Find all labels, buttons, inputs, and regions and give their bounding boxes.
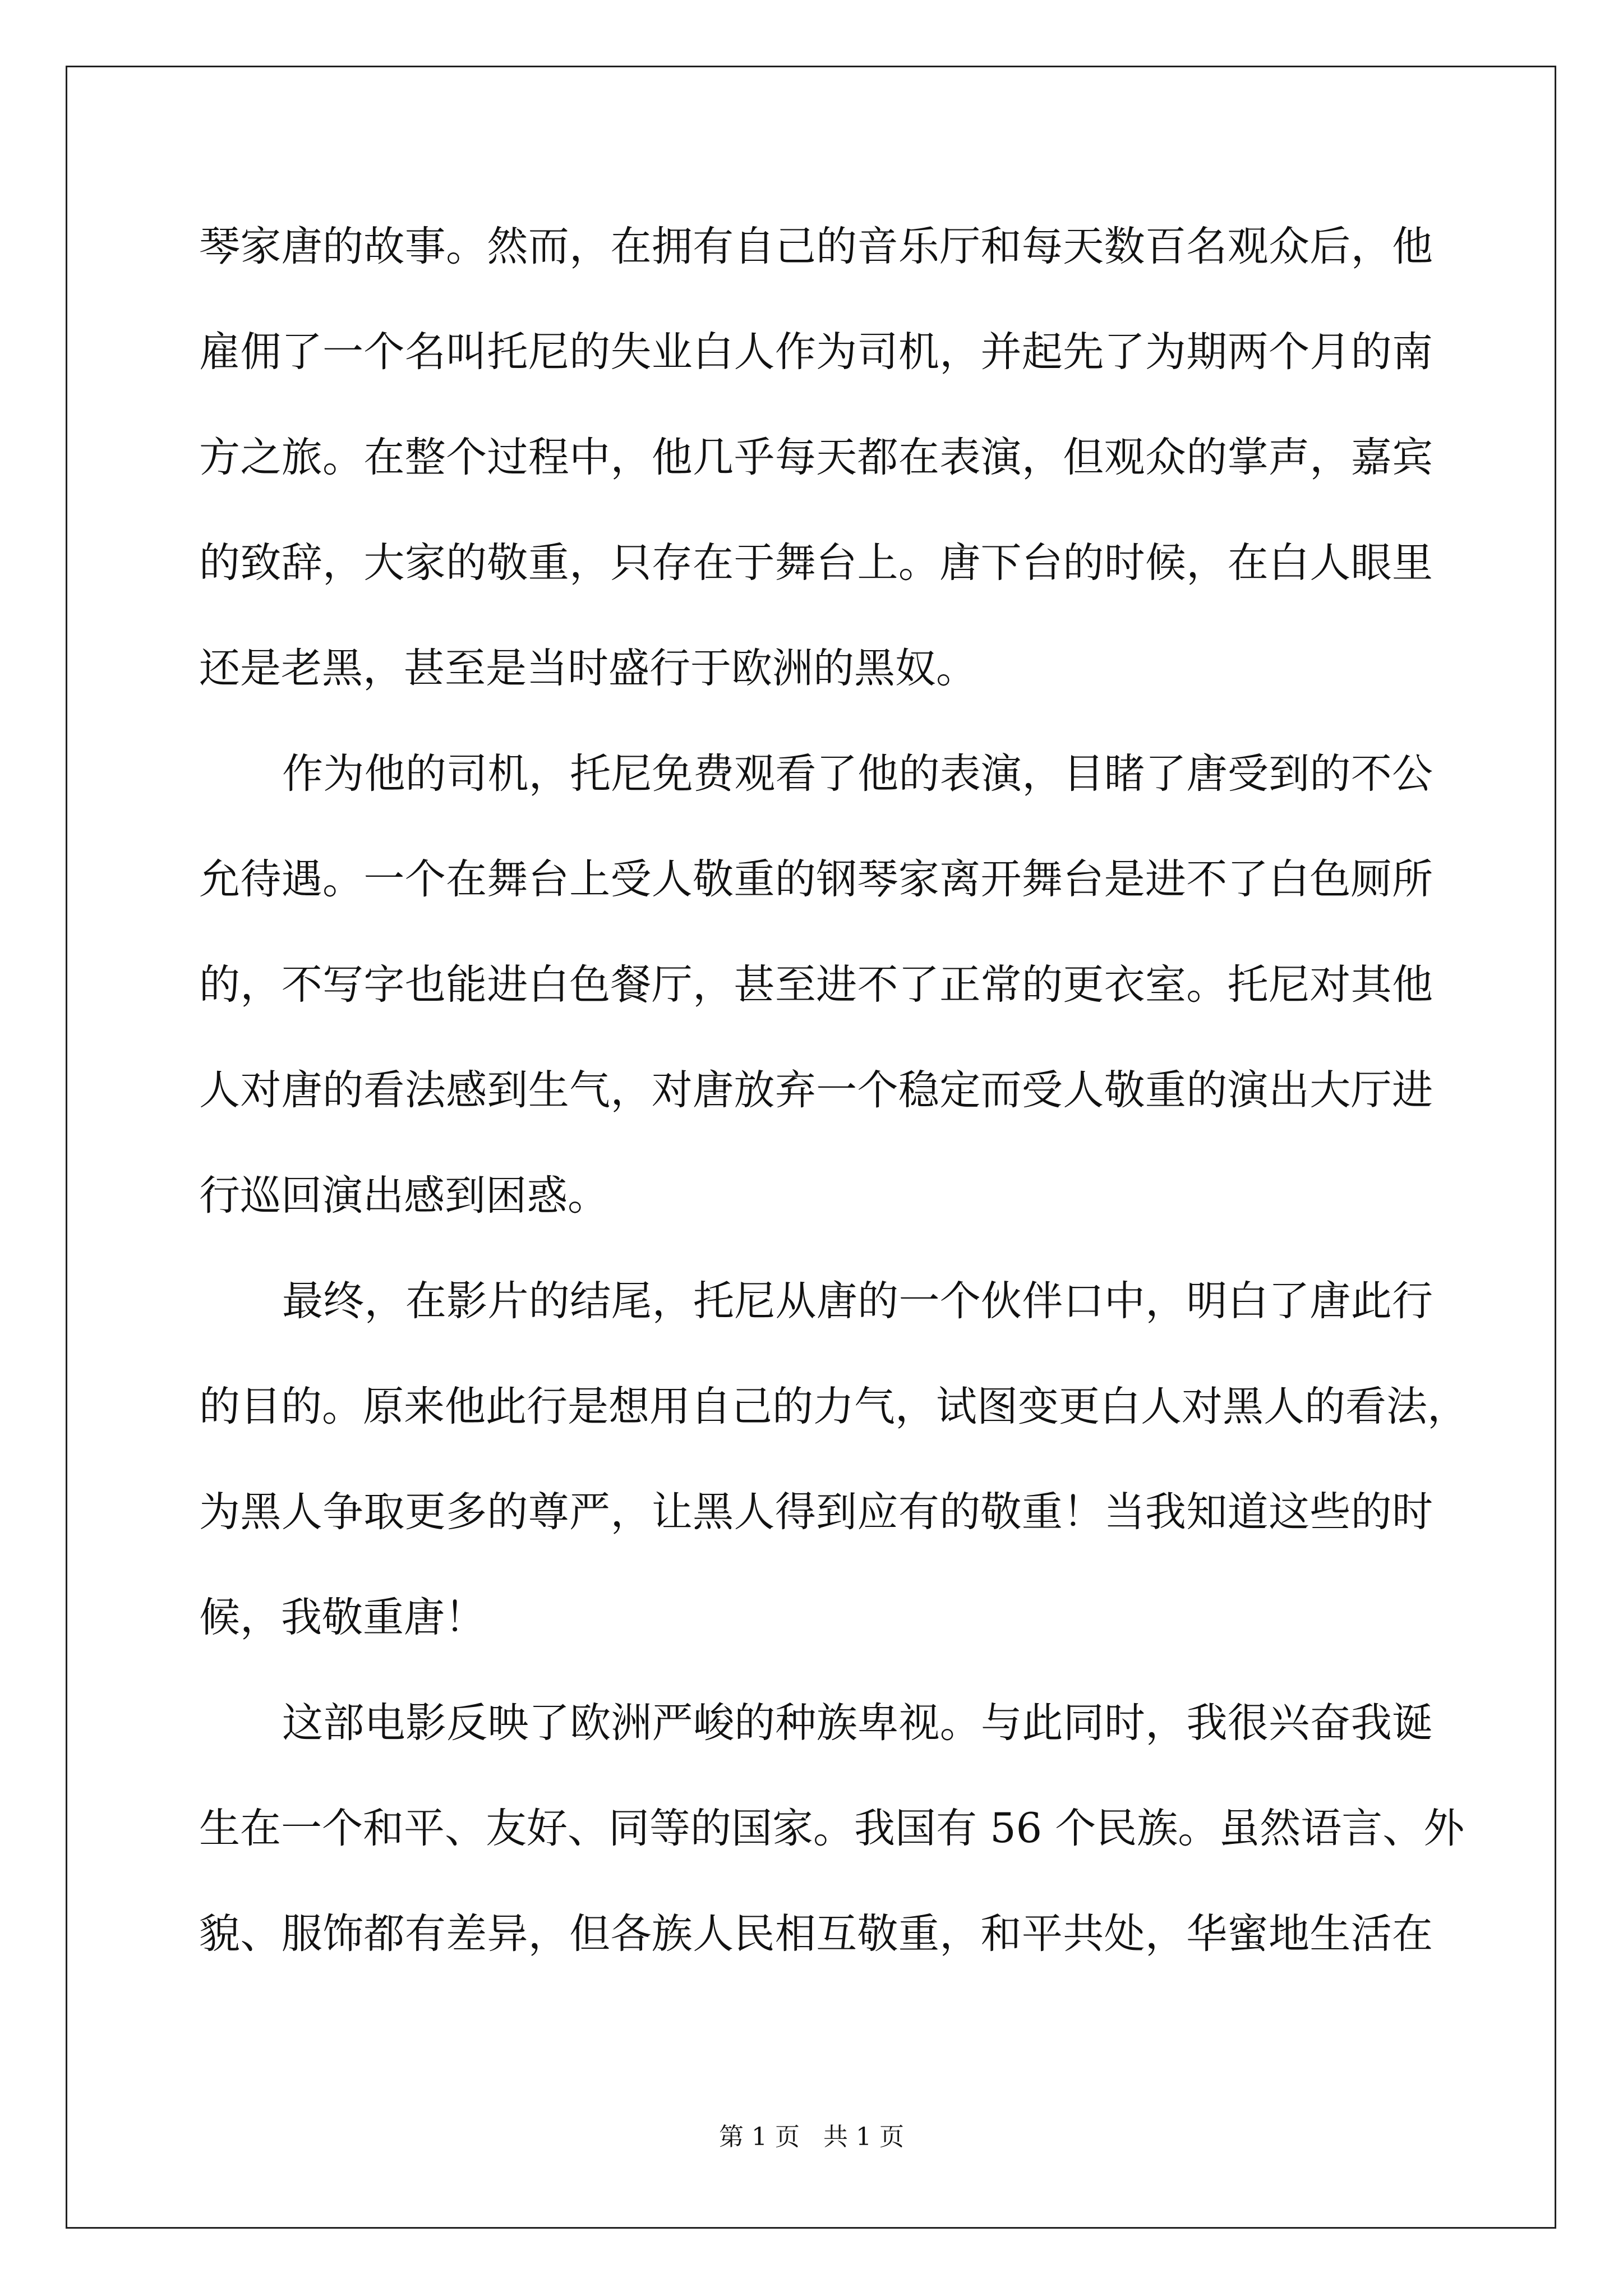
text-line: 的，不写字也能进白色餐厅，甚至进不了正常的更衣室。托尼对其他 — [199, 961, 1433, 1009]
text-line: 人对唐的看法感到生气，对唐放弃一个稳定而受人敬重的演出大厅进 — [199, 1066, 1433, 1114]
text-line: 为黑人争取更多的尊严，让黑人得到应有的敬重！当我知道这些的时 — [199, 1488, 1433, 1536]
text-line: 候，我敬重唐！ — [199, 1594, 486, 1641]
text-line: 最终，在影片的结尾，托尼从唐的一个伙伴口中，明白了唐此行 — [282, 1277, 1433, 1325]
text-line: 还是老黑，甚至是当时盛行于欧洲的黑奴。 — [199, 645, 977, 692]
text-line: 允待遇。一个在舞台上受人敬重的钢琴家离开舞台是进不了白色厕所 — [199, 855, 1433, 903]
document-body — [199, 219, 1468, 2012]
text-line: 琴家唐的故事。然而，在拥有自己的音乐厅和每天数百名观众后，他 — [199, 223, 1433, 270]
text-line: 的目的。原来他此行是想用自己的力气，试图变更白人对黑人的看法， — [199, 1383, 1468, 1430]
text-line: 生在一个和平、友好、同等的国家。我国有 56 个民族。虽然语言、外 — [199, 1805, 1465, 1852]
page-number-footer: 第 1 页 共 1 页 — [719, 2123, 904, 2151]
text-line: 这部电影反映了欧洲严峻的种族卑视。与此同时，我很兴奋我诞 — [282, 1699, 1433, 1747]
text-line: 雇佣了一个名叫托尼的失业白人作为司机，并起先了为期两个月的南 — [199, 328, 1433, 376]
text-line: 方之旅。在整个过程中，他几乎每天都在表演，但观众的掌声，嘉宾 — [199, 434, 1433, 481]
text-line: 貌、服饰都有差异，但各族人民相互敬重，和平共处，华蜜地生活在 — [199, 1910, 1433, 1958]
text-line: 的致辞，大家的敬重，只存在于舞台上。唐下台的时候，在白人眼里 — [199, 539, 1433, 587]
text-line: 行巡回演出感到困惑。 — [199, 1172, 608, 1220]
text-line: 作为他的司机，托尼免费观看了他的表演，目睹了唐受到的不公 — [282, 750, 1433, 798]
